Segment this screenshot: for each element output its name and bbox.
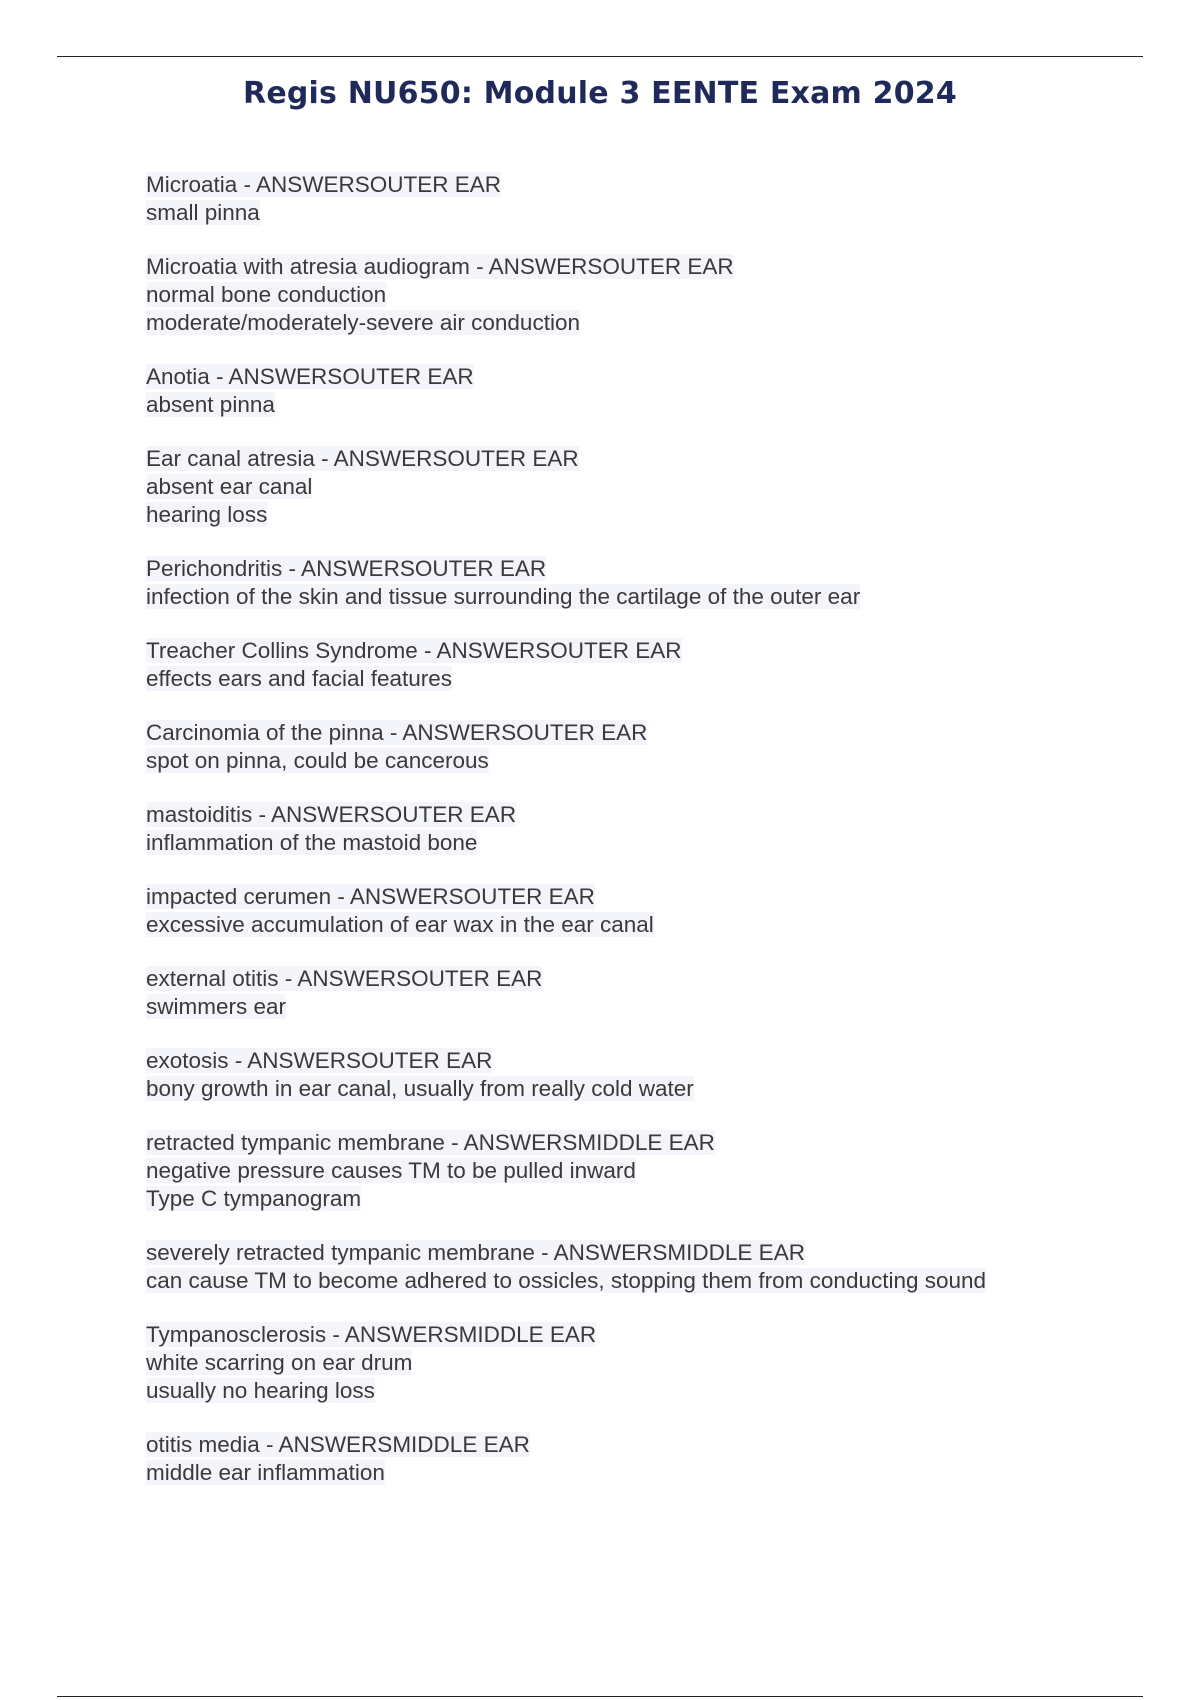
entry-detail: [146, 1459, 1136, 1487]
entry-term: [146, 555, 1136, 583]
entry-term-text: mastoiditis - ANSWERSOUTER EAR: [146, 802, 517, 827]
entry-term: [146, 965, 1136, 993]
entry-detail: [146, 1185, 1136, 1213]
entry-detail: [146, 1377, 1136, 1405]
entry-term-text: Anotia - ANSWERSOUTER EAR: [146, 364, 474, 389]
entry-detail: [146, 473, 1136, 501]
entry-detail-text: can cause TM to become adhered to ossicles, stopping them from conducting sound: [146, 1268, 987, 1293]
entry-detail-text: moderate/moderately-severe air conduction: [146, 310, 580, 335]
entry-item: [146, 965, 1136, 1021]
entry-item: [146, 719, 1136, 775]
entry-detail-text: effects ears and facial features: [146, 666, 453, 691]
entry-detail: [146, 747, 1136, 775]
entry-term: [146, 253, 1136, 281]
entry-detail: [146, 829, 1136, 857]
entry-term-text: severely retracted tympanic membrane - ANSWERSMIDDLE EAR: [146, 1240, 805, 1265]
entry-item: [146, 1129, 1136, 1213]
entry-item: [146, 363, 1136, 419]
entry-detail: [146, 309, 1136, 337]
entry-list: [146, 171, 1136, 1513]
footer-rule: [57, 1696, 1143, 1697]
entry-item: [146, 555, 1136, 611]
entry-detail-text: absent pinna: [146, 392, 275, 417]
entry-detail: [146, 911, 1136, 939]
entry-item: [146, 1239, 1136, 1295]
entry-term-text: Tympanosclerosis - ANSWERSMIDDLE EAR: [146, 1322, 597, 1347]
entry-detail: [146, 993, 1136, 1021]
entry-detail-text: infection of the skin and tissue surrounding the cartilage of the outer ear: [146, 584, 861, 609]
entry-term: [146, 637, 1136, 665]
entry-item: [146, 1047, 1136, 1103]
entry-term: [146, 171, 1136, 199]
entry-term: [146, 719, 1136, 747]
entry-item: [146, 1431, 1136, 1487]
entry-detail: [146, 1075, 1136, 1103]
entry-detail-text: hearing loss: [146, 502, 268, 527]
header-rule: [57, 56, 1143, 57]
entry-detail: [146, 501, 1136, 529]
entry-item: [146, 883, 1136, 939]
entry-term-text: retracted tympanic membrane - ANSWERSMIDDLE EAR: [146, 1130, 715, 1155]
entry-detail-text: excessive accumulation of ear wax in the ear canal: [146, 912, 654, 937]
entry-term-text: Perichondritis - ANSWERSOUTER EAR: [146, 556, 547, 581]
entry-detail: [146, 199, 1136, 227]
entry-term: [146, 883, 1136, 911]
entry-term-text: Treacher Collins Syndrome - ANSWERSOUTER EAR: [146, 638, 682, 663]
entry-term-text: Ear canal atresia - ANSWERSOUTER EAR: [146, 446, 579, 471]
entry-detail: [146, 281, 1136, 309]
entry-term-text: Microatia with atresia audiogram - ANSWERSOUTER EAR: [146, 254, 734, 279]
entry-detail-text: absent ear canal: [146, 474, 313, 499]
entry-term: [146, 801, 1136, 829]
entry-term-text: Carcinomia of the pinna - ANSWERSOUTER EAR: [146, 720, 648, 745]
entry-detail: [146, 1157, 1136, 1185]
entry-term: [146, 1047, 1136, 1075]
entry-detail: [146, 665, 1136, 693]
entry-term-text: otitis media - ANSWERSMIDDLE EAR: [146, 1432, 530, 1457]
entry-item: [146, 171, 1136, 227]
entry-detail-text: white scarring on ear drum: [146, 1350, 413, 1375]
entry-detail-text: small pinna: [146, 200, 260, 225]
document-title: Regis NU650: Module 3 EENTE Exam 2024: [243, 76, 957, 111]
entry-term-text: impacted cerumen - ANSWERSOUTER EAR: [146, 884, 595, 909]
entry-detail-text: Type C tympanogram: [146, 1186, 362, 1211]
entry-detail-text: inflammation of the mastoid bone: [146, 830, 478, 855]
entry-term-text: exotosis - ANSWERSOUTER EAR: [146, 1048, 493, 1073]
entry-detail-text: usually no hearing loss: [146, 1378, 375, 1403]
entry-detail-text: normal bone conduction: [146, 282, 387, 307]
entry-detail: [146, 391, 1136, 419]
entry-detail-text: negative pressure causes TM to be pulled inward: [146, 1158, 636, 1183]
entry-term: [146, 1129, 1136, 1157]
entry-detail-text: swimmers ear: [146, 994, 287, 1019]
entry-term: [146, 1239, 1136, 1267]
entry-item: [146, 637, 1136, 693]
entry-item: [146, 445, 1136, 529]
entry-term: [146, 1431, 1136, 1459]
entry-term-text: Microatia - ANSWERSOUTER EAR: [146, 172, 502, 197]
entry-item: [146, 1321, 1136, 1405]
entry-item: [146, 801, 1136, 857]
entry-detail: [146, 583, 1136, 611]
entry-term: [146, 1321, 1136, 1349]
entry-detail-text: spot on pinna, could be cancerous: [146, 748, 489, 773]
entry-detail: [146, 1349, 1136, 1377]
entry-detail-text: bony growth in ear canal, usually from really cold water: [146, 1076, 694, 1101]
entry-detail-text: middle ear inflammation: [146, 1460, 385, 1485]
entry-item: [146, 253, 1136, 337]
entry-detail: [146, 1267, 1136, 1295]
entry-term: [146, 445, 1136, 473]
entry-term-text: external otitis - ANSWERSOUTER EAR: [146, 966, 543, 991]
entry-term: [146, 363, 1136, 391]
